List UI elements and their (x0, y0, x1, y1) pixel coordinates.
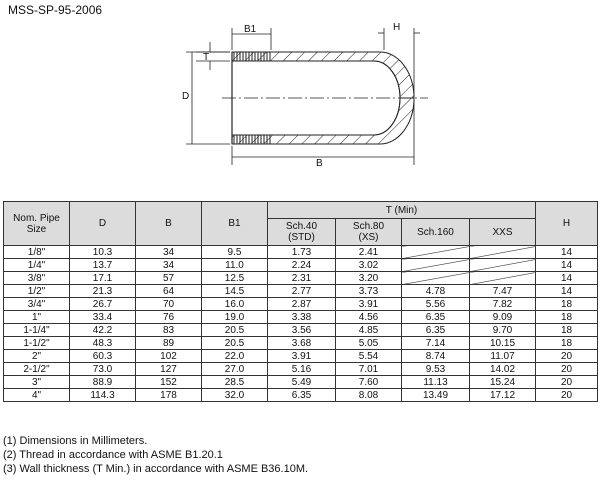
cell-d: 13.7 (70, 259, 136, 272)
cell-d: 17.1 (70, 272, 136, 285)
cell-sch80: 8.08 (336, 389, 402, 402)
cell-xxs: 15.24 (470, 376, 536, 389)
cell-d: 42.2 (70, 324, 136, 337)
cell-b: 57 (136, 272, 202, 285)
cell-d: 73.0 (70, 363, 136, 376)
header-t-min: T (Min) (268, 202, 536, 219)
cell-xxs: 9.70 (470, 324, 536, 337)
cell-b: 64 (136, 285, 202, 298)
cell-sch40: 6.35 (268, 389, 336, 402)
cell-sch80: 3.73 (336, 285, 402, 298)
cell-sch160: 9.53 (402, 363, 470, 376)
cell-b1: 12.5 (202, 272, 268, 285)
cell-d: 21.3 (70, 285, 136, 298)
cell-sch160: 11.13 (402, 376, 470, 389)
cell-d: 26.7 (70, 298, 136, 311)
cell-sch160 (402, 272, 470, 285)
cell-sch80: 7.60 (336, 376, 402, 389)
cell-sch160: 13.49 (402, 389, 470, 402)
cell-h: 18 (536, 337, 598, 350)
cell-xxs: 7.47 (470, 285, 536, 298)
cell-h: 14 (536, 285, 598, 298)
cell-b: 34 (136, 246, 202, 259)
table-row (4, 337, 598, 350)
cell-d: 114.3 (70, 389, 136, 402)
cell-b: 127 (136, 363, 202, 376)
table-row (4, 324, 598, 337)
cell-sch80: 3.02 (336, 259, 402, 272)
table-row (4, 350, 598, 363)
cell-sch40: 3.56 (268, 324, 336, 337)
table-row (4, 389, 598, 402)
cell-h: 20 (536, 389, 598, 402)
cell-sch80: 5.05 (336, 337, 402, 350)
table-row (4, 376, 598, 389)
cell-sch160 (402, 259, 470, 272)
cell-sch80: 4.85 (336, 324, 402, 337)
cell-h: 14 (536, 272, 598, 285)
footnote: (1) Dimensions in Millimeters. (3, 435, 148, 447)
dim-t (196, 42, 230, 70)
cell-h: 14 (536, 259, 598, 272)
cell-sch80: 7.01 (336, 363, 402, 376)
cell-size: 3/8" (4, 272, 70, 285)
label-d: D (182, 91, 190, 102)
cell-b1: 22.0 (202, 350, 268, 363)
label-b1: B1 (244, 24, 257, 35)
cell-b1: 19.0 (202, 311, 268, 324)
cell-sch40: 2.24 (268, 259, 336, 272)
cell-sch160: 7.14 (402, 337, 470, 350)
table-row (4, 298, 598, 311)
cell-h: 20 (536, 363, 598, 376)
cell-sch40: 1.73 (268, 246, 336, 259)
header-b1: B1 (202, 202, 268, 246)
cell-xxs (470, 259, 536, 272)
cell-size: 1-1/2" (4, 337, 70, 350)
cell-sch40: 3.68 (268, 337, 336, 350)
table-row (4, 246, 598, 259)
header-d: D (70, 202, 136, 246)
cell-d: 33.4 (70, 311, 136, 324)
cell-size: 2" (4, 350, 70, 363)
cap-wall-top (232, 52, 414, 98)
footnote: (3) Wall thickness (T Min.) in accordance with ASME B36.10M. (3, 463, 309, 475)
header-nom-pipe-size: Nom. Pipe Size (4, 202, 70, 246)
cell-b: 178 (136, 389, 202, 402)
cell-h: 20 (536, 350, 598, 363)
cell-sch160: 8.74 (402, 350, 470, 363)
cell-sch160: 6.35 (402, 324, 470, 337)
label-t: T (203, 52, 210, 63)
table-row (4, 285, 598, 298)
header-sch40: Sch.40 (STD) (268, 219, 336, 246)
cell-d: 48.3 (70, 337, 136, 350)
cell-sch160: 6.35 (402, 311, 470, 324)
cell-size: 1/4" (4, 259, 70, 272)
cell-xxs (470, 272, 536, 285)
cell-size: 3" (4, 376, 70, 389)
cell-sch40: 3.91 (268, 350, 336, 363)
cell-sch40: 2.87 (268, 298, 336, 311)
cell-xxs (470, 246, 536, 259)
cap-wall-bottom (232, 98, 414, 144)
standard-title: MSS-SP-95-2006 (8, 3, 103, 17)
cell-b: 102 (136, 350, 202, 363)
cell-b1: 16.0 (202, 298, 268, 311)
header-h: H (536, 202, 598, 246)
cell-sch80: 2.41 (336, 246, 402, 259)
cell-sch160: 5.56 (402, 298, 470, 311)
cell-size: 2-1/2" (4, 363, 70, 376)
pipe-cap-drawing (0, 0, 600, 200)
cell-b1: 11.0 (202, 259, 268, 272)
cell-sch40: 2.31 (268, 272, 336, 285)
label-b: B (316, 158, 323, 169)
table-row (4, 311, 598, 324)
cell-h: 14 (536, 246, 598, 259)
cell-xxs: 17.12 (470, 389, 536, 402)
cell-sch80: 4.56 (336, 311, 402, 324)
header-sch160: Sch.160 (402, 219, 470, 246)
footnote: (2) Thread in accordance with ASME B1.20.1 (3, 449, 223, 461)
table-body (4, 246, 598, 402)
header-b: B (136, 202, 202, 246)
cell-xxs: 10.15 (470, 337, 536, 350)
cell-sch40: 3.38 (268, 311, 336, 324)
cell-b1: 9.5 (202, 246, 268, 259)
cell-size: 1/2" (4, 285, 70, 298)
cell-sch80: 3.91 (336, 298, 402, 311)
cell-b1: 20.5 (202, 324, 268, 337)
cell-xxs: 11.07 (470, 350, 536, 363)
cell-sch80: 3.20 (336, 272, 402, 285)
cell-size: 4" (4, 389, 70, 402)
dimensions-table (3, 201, 598, 402)
footnotes (3, 434, 308, 476)
cell-d: 10.3 (70, 246, 136, 259)
cell-b: 76 (136, 311, 202, 324)
cell-xxs: 14.02 (470, 363, 536, 376)
cell-h: 20 (536, 376, 598, 389)
cell-size: 1" (4, 311, 70, 324)
cell-sch40: 5.49 (268, 376, 336, 389)
label-h: H (393, 22, 401, 33)
cell-xxs: 7.82 (470, 298, 536, 311)
cell-b: 70 (136, 298, 202, 311)
cell-b: 152 (136, 376, 202, 389)
cell-b1: 20.5 (202, 337, 268, 350)
cell-sch160: 4.78 (402, 285, 470, 298)
header-xxs: XXS (470, 219, 536, 246)
cell-size: 1/8" (4, 246, 70, 259)
cell-xxs: 9.09 (470, 311, 536, 324)
table-row (4, 259, 598, 272)
cell-b: 89 (136, 337, 202, 350)
cell-sch80: 5.54 (336, 350, 402, 363)
cell-h: 18 (536, 298, 598, 311)
cell-sch160 (402, 246, 470, 259)
cell-b1: 28.5 (202, 376, 268, 389)
cell-d: 60.3 (70, 350, 136, 363)
cell-d: 88.9 (70, 376, 136, 389)
cell-b1: 27.0 (202, 363, 268, 376)
cell-size: 1-1/4" (4, 324, 70, 337)
cell-b1: 14.5 (202, 285, 268, 298)
cell-b: 34 (136, 259, 202, 272)
cell-h: 18 (536, 311, 598, 324)
cell-sch40: 5.16 (268, 363, 336, 376)
cell-sch40: 2.77 (268, 285, 336, 298)
cell-b1: 32.0 (202, 389, 268, 402)
cell-size: 3/4" (4, 298, 70, 311)
table-row (4, 363, 598, 376)
cell-h: 18 (536, 324, 598, 337)
cell-b: 83 (136, 324, 202, 337)
header-sch80: Sch.80 (XS) (336, 219, 402, 246)
table-row (4, 272, 598, 285)
